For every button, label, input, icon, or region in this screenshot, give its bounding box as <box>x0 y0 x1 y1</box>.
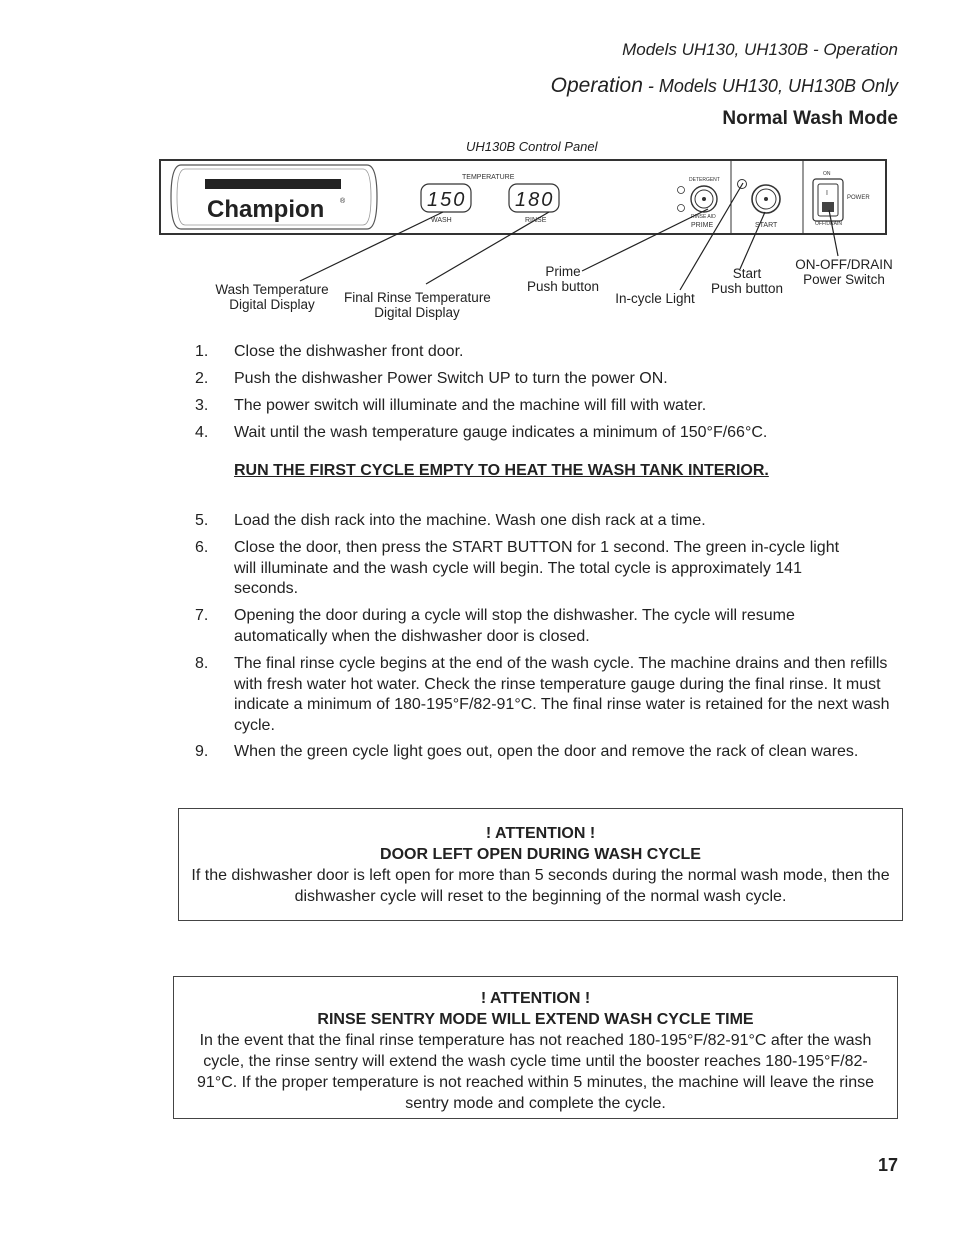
step-text: When the green cycle light goes out, open the door and remove the rack of clean wares. <box>234 743 859 760</box>
temperature-label: TEMPERATURE <box>462 174 515 181</box>
callout-start-line1: Start <box>732 266 762 281</box>
run-first-cycle-notice: RUN THE FIRST CYCLE EMPTY TO HEAT THE WASH TANK INTERIOR. <box>234 462 769 479</box>
step-number: 3. <box>195 397 209 414</box>
callout-rinse-temp <box>344 290 490 320</box>
step-number: 1. <box>195 343 209 360</box>
switch-mark: I <box>826 190 828 197</box>
brand-logo-text: Champion <box>207 196 325 223</box>
wash-display-value: 150 <box>427 189 467 211</box>
attention-body: In the event that the final rinse temperature has not reached 180-195°F/82-91°C after the wash cycle, the rinse sentry will extend the wash cycle time until the booster reaches 180-195°F/82-91°C. If the proper temperature is not reached within 5 minutes, the machine will leave the rinse sentry mode and complete the cycle. <box>197 1032 874 1112</box>
callout-prime-line1: Prime <box>545 264 581 279</box>
step-number: 4. <box>195 424 209 441</box>
svg-text:®: ® <box>340 198 346 205</box>
wash-label: WASH <box>431 217 452 224</box>
step-text: The final rinse cycle begins at the end of the wash cycle. The machine drains and then refills with fresh water hot water. Check the rinse temperature gauge during the final rinse. It must indicate a minimum of 180-195°F/82-91°C. The final rinse water is retained for the next wash cycle. <box>234 655 890 734</box>
section-title: Normal Wash Mode <box>722 108 898 129</box>
attention-subtitle: DOOR LEFT OPEN DURING WASH CYCLE <box>380 846 701 863</box>
start-label: START <box>755 222 778 229</box>
rinse-display-value: 180 <box>515 189 555 211</box>
callout-wash-temp-line1: Wash Temperature <box>215 282 329 297</box>
attention-box-door-open <box>178 808 903 921</box>
prime-label: PRIME <box>691 222 714 229</box>
callout-leader-lines <box>0 0 954 340</box>
step-number: 2. <box>195 370 209 387</box>
operation-subtitle: - Models UH130, UH130B Only <box>642 76 898 96</box>
callout-onoff-line2: Power Switch <box>803 272 885 287</box>
power-label: POWER <box>847 195 870 201</box>
callout-rinse-temp-line1: Final Rinse Temperature <box>344 290 491 305</box>
rinse-aid-label: RINSE AID <box>691 214 716 220</box>
callout-onoff-line1: ON-OFF/DRAIN <box>795 257 893 272</box>
step-text: Push the dishwasher Power Switch UP to turn the power ON. <box>234 370 668 387</box>
step-text: Close the dishwasher front door. <box>234 343 464 360</box>
rinse-label: RINSE <box>525 217 547 224</box>
step-number: 8. <box>195 655 209 672</box>
attention-title: ! ATTENTION ! <box>480 990 591 1007</box>
callout-wash-temp <box>214 282 330 312</box>
callout-onoff <box>790 257 898 287</box>
models-header: Models UH130, UH130B - Operation <box>622 40 898 59</box>
attention-title: ! ATTENTION ! <box>485 825 596 842</box>
step-text: Opening the door during a cycle will stop the dishwasher. The cycle will resume automatically when the dishwasher door is closed. <box>234 607 795 645</box>
detergent-label: DETERGENT <box>689 177 720 183</box>
on-label: ON <box>823 171 831 177</box>
step-text: Load the dish rack into the machine. Wash one dish rack at a time. <box>234 512 706 529</box>
step-number: 7. <box>195 607 209 624</box>
step-text: Wait until the wash temperature gauge indicates a minimum of 150°F/66°C. <box>234 424 768 441</box>
attention-box-rinse-sentry <box>173 976 898 1119</box>
step-number: 5. <box>195 512 209 529</box>
attention-subtitle: RINSE SENTRY MODE WILL EXTEND WASH CYCLE TIME <box>317 1011 754 1028</box>
page-number: 17 <box>877 1155 898 1175</box>
callout-incycle: In-cycle Light <box>615 291 695 306</box>
off-drain-label: OFF/DRAIN <box>815 221 842 227</box>
callout-prime-line2: Push button <box>526 279 600 294</box>
attention-body: If the dishwasher door is left open for more than 5 seconds during the normal wash mode, then the dishwasher cycle will reset to the beginning of the normal wash cycle. <box>191 867 890 905</box>
step-text: The power switch will illuminate and the machine will fill with water. <box>234 397 707 414</box>
callout-wash-temp-line2: Digital Display <box>229 297 315 312</box>
operation-title-main: Operation <box>550 74 643 97</box>
callout-rinse-temp-line2: Digital Display <box>374 305 460 320</box>
callout-start <box>710 266 784 296</box>
step-number: 6. <box>195 539 209 556</box>
step-text: Close the door, then press the START BUTTON for 1 second. The green in-cycle light will illuminate and the wash cycle will begin. The total cycle is approximately 141 seconds. <box>234 539 840 597</box>
step-number: 9. <box>195 743 209 760</box>
callout-start-line2: Push button <box>710 281 784 296</box>
panel-caption: UH130B Control Panel <box>466 139 598 154</box>
callout-prime <box>526 264 600 294</box>
